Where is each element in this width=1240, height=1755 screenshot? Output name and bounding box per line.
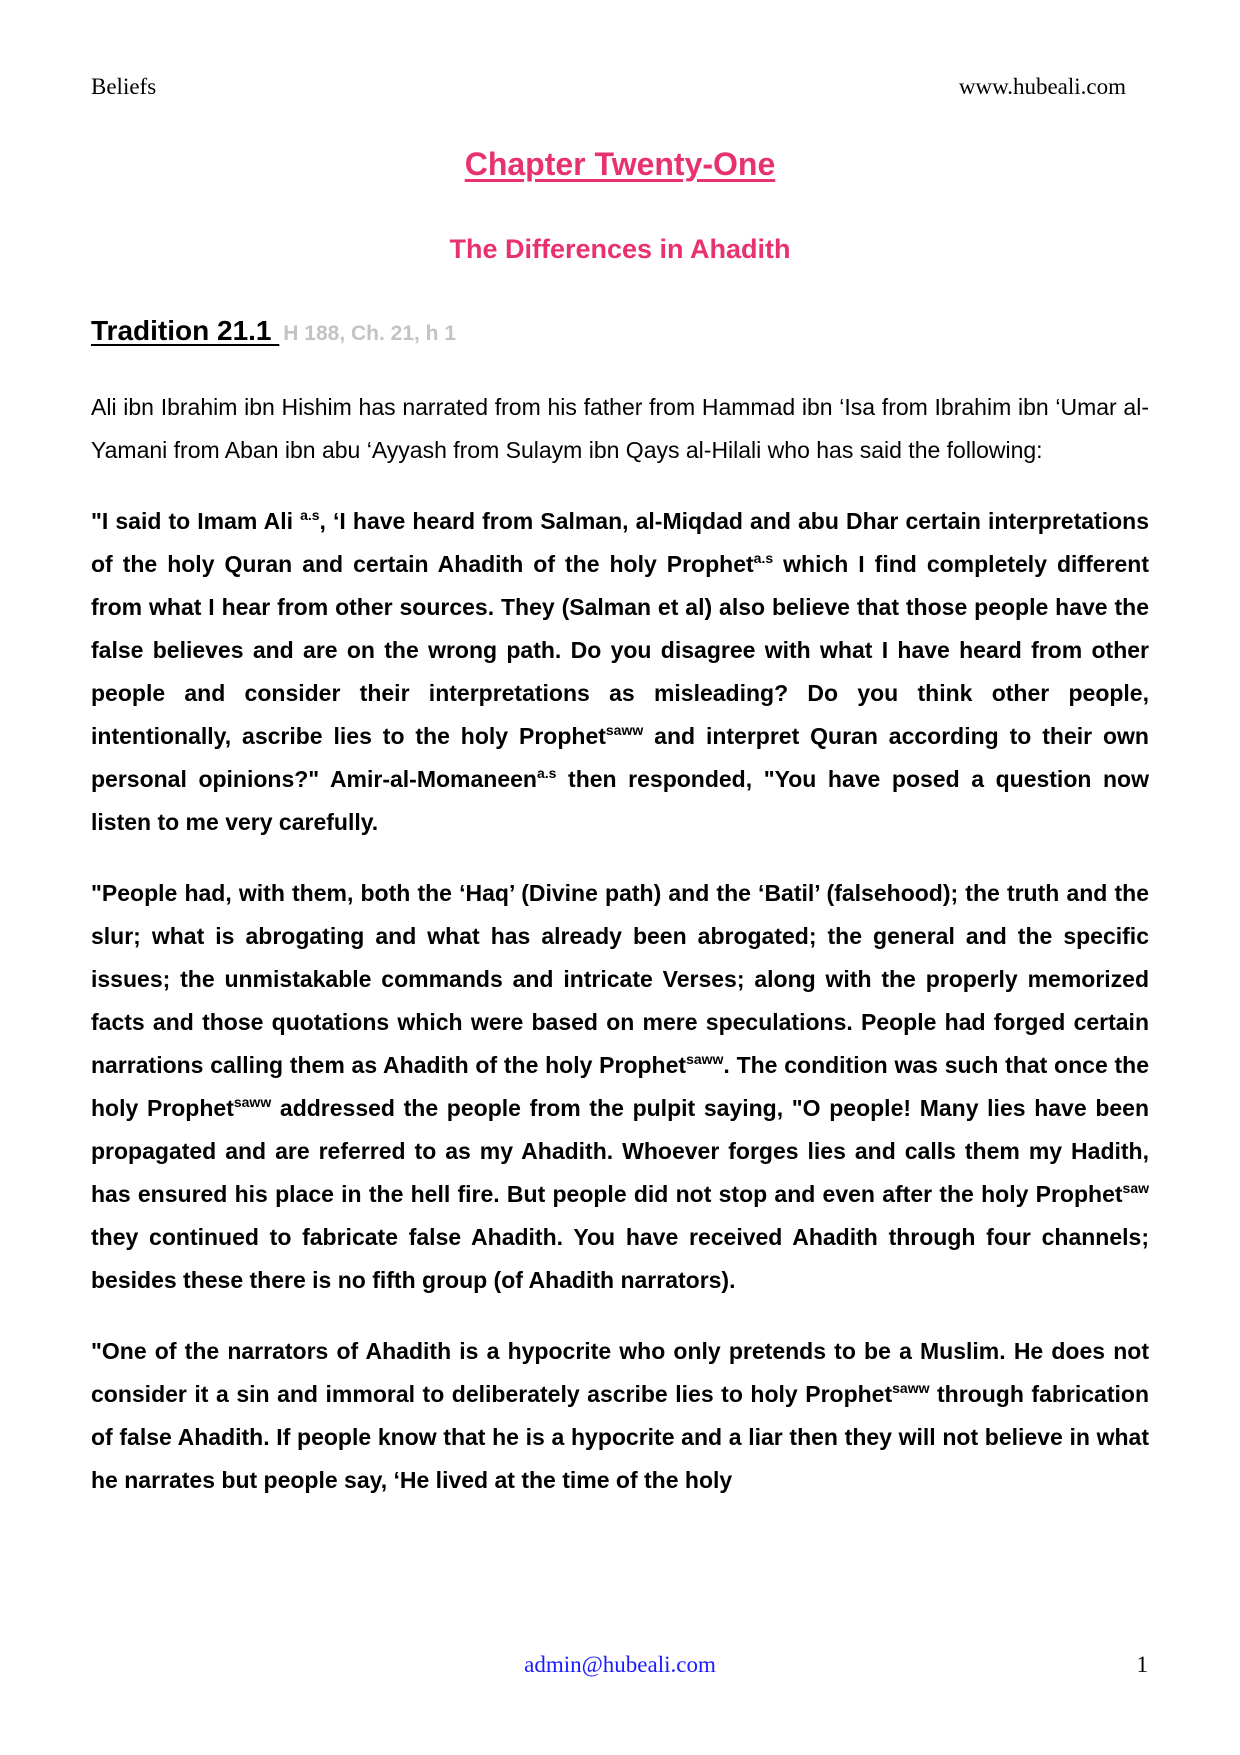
honorific-superscript: a.s (753, 550, 774, 566)
question-paragraph (91, 500, 1149, 844)
text-run: . The condition was such that once the holy Prophet (91, 1052, 1149, 1121)
text-run: which I find completely different from what I hear from other sources. They (Salman et al) also believe that those people have the false believes and are on the wrong path. Do you disagree with what I have heard from other people and consider their interpretations as misleading? Do you think other people, intentionally, ascribe lies to the holy Prophet (91, 551, 1149, 749)
chapter-subtitle: The Differences in Ahadith (449, 234, 791, 264)
page-number: 1 (1136, 1652, 1148, 1677)
header-book-title: Beliefs (91, 74, 157, 99)
text-run: , ‘I have heard from Salman, al-Miqdad and abu Dhar certain interpretations of the holy Quran and certain Ahadith of the holy Prophet (91, 508, 1149, 577)
honorific-superscript: saww (892, 1380, 930, 1396)
tradition-label: Tradition 21.1 (91, 315, 280, 346)
honorific-superscript: saww (605, 722, 644, 738)
text-run: then responded, "You have posed a question now listen to me very carefully. (91, 766, 1149, 835)
header-website-link[interactable]: www.hubeali.com (958, 74, 1126, 99)
text-run: "People had, with them, both the ‘Haq’ (Divine path) and the ‘Batil’ (falsehood); the truth and the slur; what is abrogating and what has already been abrogated; the general and the specific issues; the unmistakable commands and intricate Verses; along with the properly memorized facts and those quotations which were based on mere speculations. People had forged certain narrations calling them as Ahadith of the holy Prophet (91, 880, 1149, 1078)
footer-email-link[interactable]: admin@hubeali.com (524, 1652, 716, 1677)
tradition-reference: H 188, Ch. 21, h 1 (283, 322, 457, 345)
honorific-superscript: a.s (536, 765, 557, 781)
response-paragraph (91, 872, 1149, 1302)
honorific-superscript: saww (686, 1051, 724, 1067)
text-run: and interpret Quran according to their own personal opinions?" Amir-al-Momaneen (91, 723, 1149, 792)
honorific-superscript: a.s (300, 507, 320, 523)
text-run: "One of the narrators of Ahadith is a hypocrite who only pretends to be a Muslim. He does not consider it a sin and immoral to deliberately ascribe lies to holy Prophet (91, 1338, 1149, 1407)
narrator-chain-paragraph: Ali ibn Ibrahim ibn Hishim has narrated from his father from Hammad ibn ‘Isa from Ibrahim ibn ‘Umar al-Yamani from Aban ibn abu ‘Ayyash from Sulaym ibn Qays al-Hilali who has said the following: (91, 394, 1149, 463)
text-run: addressed the people from the pulpit saying, "O people! Many lies have been propagated and are referred to as my Ahadith. Whoever forges lies and calls them my Hadith, has ensured his place in the hell fire. But people did not stop and even after the holy Prophet (91, 1095, 1149, 1207)
hypocrite-narrator-paragraph (91, 1330, 1149, 1502)
chapter-title: Chapter Twenty-One (464, 146, 776, 182)
tradition-heading (91, 315, 456, 347)
text-run: through fabrication of false Ahadith. If people know that he is a hypocrite and a liar then they will not believe in what he narrates but people say, ‘He lived at the time of the holy (91, 1381, 1149, 1493)
text-run: "I said to Imam Ali (91, 508, 301, 534)
document-body (91, 386, 1149, 1530)
honorific-superscript: saw (1122, 1180, 1149, 1196)
honorific-superscript: saww (233, 1094, 272, 1110)
text-run: they continued to fabricate false Ahadith. You have received Ahadith through four channels; besides these there is no fifth group (of Ahadith narrators). (91, 1224, 1149, 1293)
